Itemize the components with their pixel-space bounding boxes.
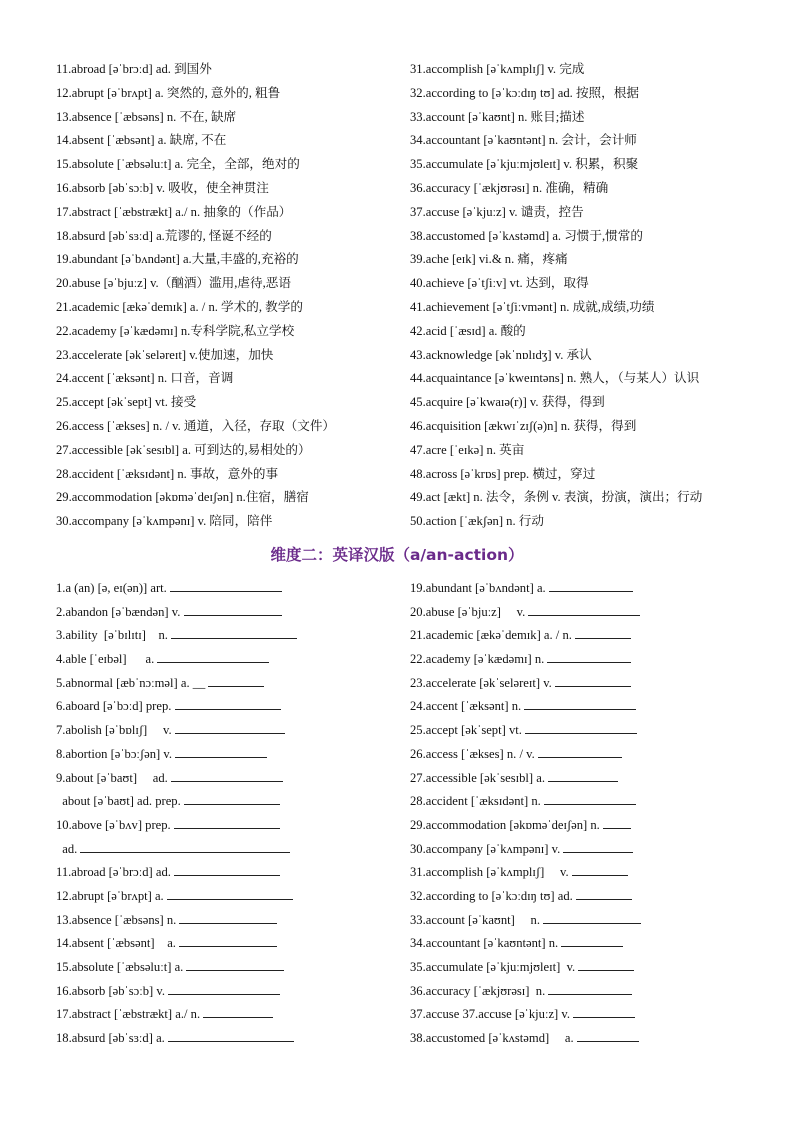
vocab-entry: 38.accustomed [əˈkʌstəmd] a. 习惯于,惯常的 [410,228,643,243]
quiz-prompt: 32.according to [əˈkɔːdɪŋ tʊ] ad. [410,888,576,903]
vocab-entry: 39.ache [eɪk] vi.& n. 痛，疼痛 [410,252,568,267]
vocab-entry: 35.accumulate [əˈkjuːmjʊleɪt] v. 积累，积聚 [410,157,639,172]
quiz-entry [56,909,406,933]
vocab-entry: 17.abstract [ˈæbstrækt] a./ n. 抽象的（作品） [56,204,292,219]
vocab-entry: 11.abroad [əˈbrɔːd] ad. 到国外 [56,62,212,76]
quiz-prompt: 26.access [ˈækses] n. / v. [410,746,538,761]
answer-blank[interactable] [578,956,634,971]
quiz-entry [56,980,406,1004]
quiz-prompt: 30.accompany [əˈkʌmpənɪ] v. [410,841,564,856]
vocab-entry: 37.accuse [əˈkjuːz] v. 谴责，控告 [410,204,584,219]
vocab-entry: 44.acquaintance [əˈkweɪntəns] n. 熟人，（与某人）认识 [410,371,700,386]
quiz-entry [410,932,750,956]
answer-blank[interactable] [572,861,628,876]
quiz-entry [410,767,750,791]
answer-blank[interactable] [170,577,282,592]
vocab-entry: 20.abuse [əˈbjuːz] v.（酗酒）滥用,虐待,恶语 [56,276,291,291]
quiz-prompt: 2.abandon [əˈbændən] v. [56,604,184,619]
quiz-entry [56,956,406,980]
quiz-entry [56,695,406,719]
answer-blank[interactable] [208,672,264,687]
quiz-prompt: 1.a (an) [ə, eɪ(ən)] art. [56,581,170,595]
quiz-prompt: 6.aboard [əˈbɔːd] prep. [56,699,175,714]
quiz-entry [410,861,750,885]
answer-blank[interactable] [171,624,297,639]
quiz-prompt: 8.abortion [əˈbɔːʃən] v. [56,746,176,761]
quiz-entry [56,577,406,601]
answer-blank[interactable] [603,814,631,829]
quiz-prompt: 11.abroad [əˈbrɔːd] ad. [56,865,175,880]
answer-blank[interactable] [171,767,283,782]
quiz-prompt: 15.absolute [ˈæbsəluːt] a. [56,960,187,974]
answer-blank[interactable] [544,790,636,805]
quiz-entry [410,980,750,1004]
answer-blank[interactable] [168,980,280,995]
quiz-entry [56,1027,406,1051]
vocab-entry: 36.accuracy [ˈækjʊrəsɪ] n. 准确，精确 [410,180,609,195]
quiz-entry [56,790,406,814]
section1-right-column [410,58,750,534]
quiz-entry [56,719,406,743]
vocab-entry: 43.acknowledge [əkˈnɒlɪdʒ] v. 承认 [410,347,592,362]
quiz-entry [410,743,750,767]
vocab-entry: 48.across [əˈkrɒs] prep. 横过，穿过 [410,466,596,481]
quiz-entry [410,648,750,672]
answer-blank[interactable] [168,1027,294,1042]
answer-blank[interactable] [179,932,277,947]
answer-blank[interactable] [548,980,632,995]
vocab-entry: 47.acre [ˈeɪkə] n. 英亩 [410,442,525,457]
quiz-prompt: 4.able [ˈeɪbəl] a. [56,652,158,667]
vocab-entry: 46.acquisition [ækwɪˈzɪʃ(ə)n] n. 获得，得到 [410,418,637,433]
quiz-prompt: 7.abolish [əˈbɒlɪʃ] v. [56,723,175,738]
answer-blank[interactable] [543,909,641,924]
vocab-entry: 30.accompany [əˈkʌmpənɪ] v. 陪同，陪伴 [56,514,273,529]
answer-blank[interactable] [175,695,281,710]
quiz-entry [56,648,406,672]
vocab-entry: 41.achievement [əˈtʃiːvmənt] n. 成就,成绩,功绩 [410,299,655,314]
quiz-prompt: 33.account [əˈkaʊnt] n. [410,912,544,927]
section2-left-column [56,577,406,1051]
quiz-prompt: 38.accustomed [əˈkʌstəmd] a. [410,1031,577,1046]
vocab-entry: 28.accident [ˈæksɪdənt] n. 事故，意外的事 [56,466,279,481]
answer-blank[interactable] [573,1003,635,1018]
answer-blank[interactable] [179,909,277,924]
answer-blank[interactable] [184,790,280,805]
answer-blank[interactable] [174,861,280,876]
vocab-entry: 21.academic [ækəˈdemɪk] a. / n. 学术的, 教学的 [56,299,303,314]
answer-blank[interactable] [175,743,267,758]
quiz-entry [56,1003,406,1027]
vocab-entry: 15.absolute [ˈæbsəluːt] a. 完全，全部，绝对的 [56,157,300,172]
quiz-prompt: 23.accelerate [əkˈseləreɪt] v. [410,675,555,690]
vocab-entry: 19.abundant [əˈbʌndənt] a.大量,丰盛的,充裕的 [56,252,299,267]
quiz-entry [410,672,750,696]
quiz-prompt: ad. [56,841,81,856]
answer-blank[interactable] [548,767,618,782]
vocab-entry: 14.absent [ˈæbsənt] a. 缺席, 不在 [56,133,227,148]
answer-blank[interactable] [555,672,631,687]
quiz-prompt: 25.accept [əkˈsept] vt. [410,723,526,738]
quiz-prompt: 5.abnormal [æbˈnɔːməl] a. __ [56,675,209,690]
quiz-entry [56,624,406,648]
quiz-prompt: 34.accountant [əˈkaʊntənt] n. [410,936,562,951]
vocab-entry: 34.accountant [əˈkaʊntənt] n. 会计，会计师 [410,133,637,148]
vocab-entry: 18.absurd [əbˈsɜːd] a.荒谬的, 怪诞不经的 [56,228,272,243]
quiz-entry [410,1027,750,1051]
quiz-prompt: 20.abuse [əˈbjuːz] v. [410,604,529,619]
quiz-prompt: 21.academic [ækəˈdemɪk] a. / n. [410,628,576,643]
quiz-entry [410,1003,750,1027]
vocab-entry: 12.abrupt [əˈbrʌpt] a. 突然的, 意外的, 粗鲁 [56,85,281,100]
quiz-entry [56,814,406,838]
vocab-entry: 29.accommodation [əkɒməˈdeɪʃən] n.住宿，膳宿 [56,490,309,505]
answer-blank[interactable] [203,1003,273,1018]
answer-blank[interactable] [80,838,290,853]
quiz-prompt: 14.absent [ˈæbsənt] a. [56,936,180,951]
quiz-entry [410,695,750,719]
section-heading: 维度二：英译汉版（a/an-action） [270,546,524,564]
quiz-entry [410,956,750,980]
quiz-entry [410,601,750,625]
vocab-entry: 50.action [ˈækʃən] n. 行动 [410,514,544,529]
quiz-prompt: 28.accident [ˈæksɪdənt] n. [410,794,544,809]
quiz-entry [410,790,750,814]
answer-blank[interactable] [528,601,640,616]
quiz-entry [56,767,406,791]
quiz-prompt: 29.accommodation [əkɒməˈdeɪʃən] n. [410,817,603,832]
quiz-entry [56,672,406,696]
answer-blank[interactable] [563,838,633,853]
quiz-prompt: 12.abrupt [əˈbrʌpt] a. [56,888,167,903]
vocab-entry: 22.academy [əˈkædəmɪ] n.专科学院,私立学校 [56,323,295,338]
quiz-entry [56,861,406,885]
section1-left-column [56,58,406,534]
answer-blank[interactable] [525,719,637,734]
vocab-entry: 49.act [ækt] n. 法令，条例 v. 表演，扮演，演出；行动 [410,490,703,505]
answer-blank[interactable] [561,932,623,947]
quiz-entry [410,909,750,933]
vocab-entry: 42.acid [ˈæsɪd] a. 酸的 [410,323,526,338]
answer-blank[interactable] [577,1027,639,1042]
quiz-prompt: 22.academy [əˈkædəmɪ] n. [410,652,548,667]
answer-blank[interactable] [174,814,280,829]
answer-blank[interactable] [184,601,282,616]
quiz-entry [56,743,406,767]
vocab-entry: 32.according to [əˈkɔːdɪŋ tʊ] ad. 按照，根据 [410,85,639,100]
answer-blank[interactable] [547,648,631,663]
quiz-prompt: 13.absence [ˈæbsəns] n. [56,912,180,927]
quiz-prompt: 24.accent [ˈæksənt] n. [410,699,525,714]
vocab-entry: 40.achieve [əˈtʃiːv] vt. 达到，取得 [410,276,589,291]
quiz-prompt: 10.above [əˈbʌv] prep. [56,817,174,832]
quiz-entry [410,814,750,838]
vocab-entry: 31.accomplish [əˈkʌmplɪʃ] v. 完成 [410,62,585,76]
quiz-prompt: 3.ability [əˈbɪlɪtɪ] n. [56,628,172,643]
vocab-entry: 13.absence [ˈæbsəns] n. 不在, 缺席 [56,109,237,124]
quiz-prompt: 36.accuracy [ˈækjʊrəsɪ] n. [410,983,549,998]
answer-blank[interactable] [549,577,633,592]
quiz-entry [56,932,406,956]
section2-right-column [410,577,750,1051]
answer-blank[interactable] [167,885,293,900]
quiz-prompt: 27.accessible [əkˈsesɪbl] a. [410,770,549,785]
vocab-entry: 24.accent [ˈæksənt] n. 口音，音调 [56,371,234,386]
quiz-entry [410,838,750,862]
quiz-entry [56,885,406,909]
vocab-entry: 27.accessible [əkˈsesɪbl] a. 可到达的,易相处的） [56,442,311,457]
quiz-entry [56,601,406,625]
quiz-prompt: 16.absorb [əbˈsɔːb] v. [56,983,169,998]
vocab-entry: 26.access [ˈækses] n. / v. 通道，入径，存取（文件） [56,418,336,433]
answer-blank[interactable] [538,743,622,758]
quiz-entry [410,885,750,909]
answer-blank[interactable] [524,695,636,710]
vocab-entry: 23.accelerate [əkˈseləreɪt] v.使加速，加快 [56,347,274,362]
vocab-entry: 33.account [əˈkaʊnt] n. 账目;描述 [410,109,585,124]
quiz-prompt: 31.accomplish [əˈkʌmplɪʃ] v. [410,865,572,880]
quiz-prompt: 9.about [əˈbaʊt] ad. [56,770,171,785]
quiz-entry [410,624,750,648]
answer-blank[interactable] [186,956,284,971]
answer-blank[interactable] [175,719,285,734]
quiz-prompt: 19.abundant [əˈbʌndənt] a. [410,581,549,595]
vocab-entry: 45.acquire [əˈkwaɪə(r)] v. 获得，得到 [410,395,605,410]
vocab-entry: 16.absorb [əbˈsɔːb] v. 吸收，使全神贯注 [56,180,269,195]
quiz-prompt: 18.absurd [əbˈsɜːd] a. [56,1031,168,1046]
quiz-prompt: about [əˈbaʊt] ad. prep. [56,794,184,809]
answer-blank[interactable] [157,648,269,663]
answer-blank[interactable] [575,624,631,639]
vocab-entry: 25.accept [əkˈsept] vt. 接受 [56,395,197,410]
quiz-prompt: 35.accumulate [əˈkjuːmjʊleɪt] v. [410,960,579,974]
quiz-entry [410,719,750,743]
quiz-entry [410,577,750,601]
quiz-entry [56,838,406,862]
quiz-prompt: 17.abstract [ˈæbstrækt] a./ n. [56,1007,204,1022]
quiz-prompt: 37.accuse 37.accuse [əˈkjuːz] v. [410,1007,574,1022]
answer-blank[interactable] [576,885,632,900]
